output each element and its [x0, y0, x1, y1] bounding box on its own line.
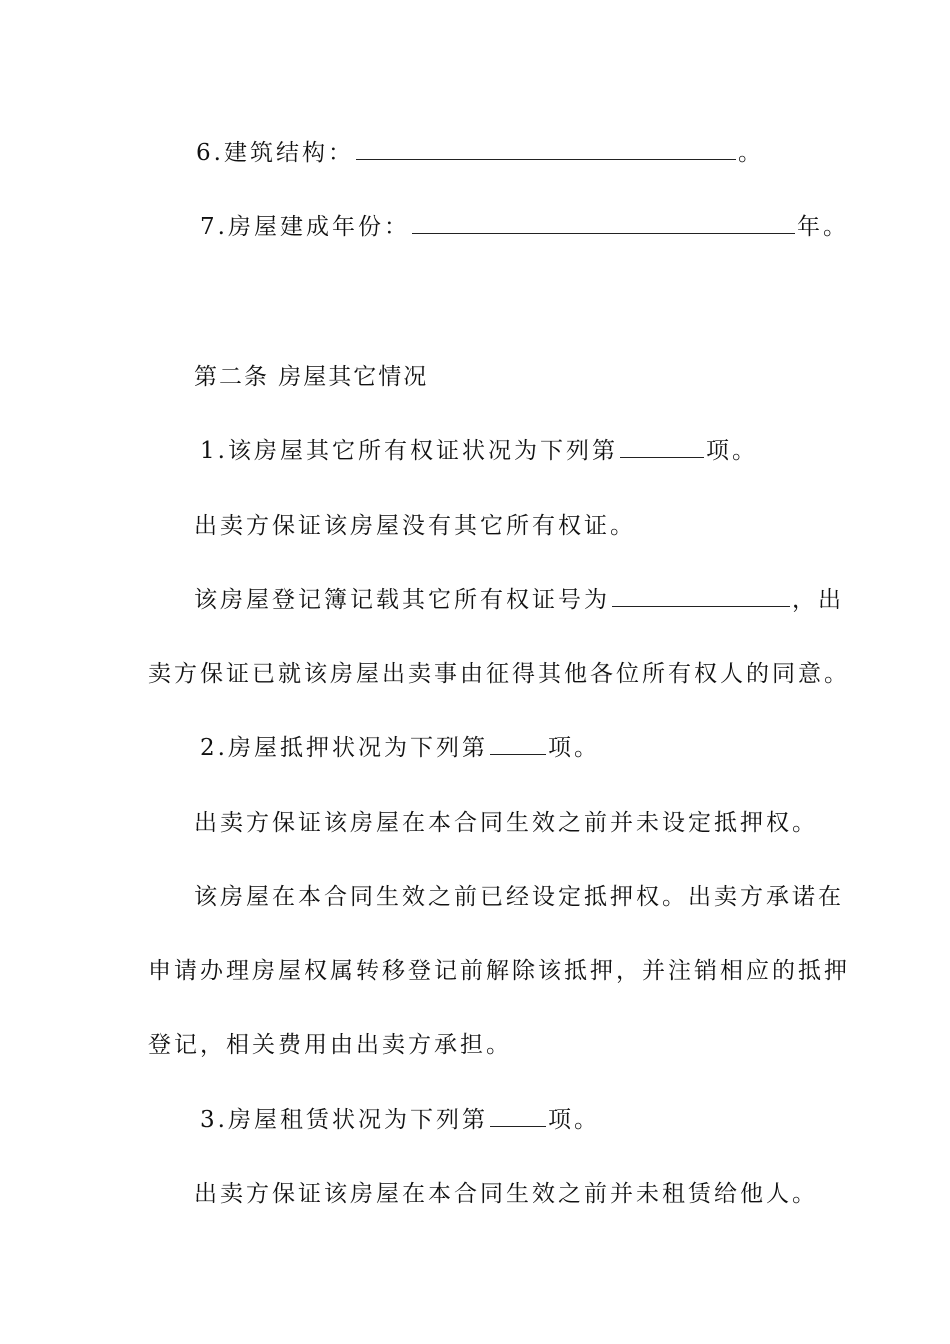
- other-certificate-text: 该房屋登记簿记载其它所有权证号为: [194, 587, 610, 613]
- article-2-heading: 第二条 房屋其它情况: [194, 364, 429, 390]
- item-6-building-structure: [196, 138, 764, 168]
- ownership-status-text: 1.该房屋其它所有权证状况为下列第: [200, 438, 618, 464]
- paragraph-mortgage-set-3: 登记，相关费用由出卖方承担。: [148, 1032, 512, 1058]
- item-6-end: 。: [737, 140, 764, 166]
- paragraph-other-owners-consent: 卖方保证已就该房屋出卖事由征得其他各位所有权人的同意。: [148, 661, 850, 687]
- lease-status-text: 3.房屋租赁状况为下列第: [200, 1107, 488, 1133]
- other-certificate-end: ，出: [792, 587, 844, 613]
- mortgage-status-end: 项。: [547, 735, 600, 761]
- ownership-status-end: 项。: [705, 438, 758, 464]
- mortgage-option-blank[interactable]: [490, 734, 546, 755]
- item-6-label: 6.建筑结构：: [196, 140, 354, 166]
- paragraph-other-certificate-number: [194, 585, 844, 615]
- paragraph-mortgage-set-2: 申请办理房屋权属转移登记前解除该抵押，并注销相应的抵押: [148, 958, 850, 984]
- paragraph-lease-status: [200, 1105, 600, 1135]
- building-structure-blank[interactable]: [356, 139, 736, 160]
- ownership-option-blank[interactable]: [620, 437, 704, 458]
- paragraph-no-lease: 出卖方保证该房屋在本合同生效之前并未租赁给他人。: [194, 1181, 818, 1207]
- certificate-number-blank[interactable]: [612, 586, 790, 607]
- paragraph-mortgage-status: [200, 733, 600, 763]
- paragraph-no-mortgage: 出卖方保证该房屋在本合同生效之前并未设定抵押权。: [194, 810, 818, 836]
- paragraph-ownership-status: [200, 436, 758, 466]
- item-7-label: 7.房屋建成年份：: [200, 214, 410, 240]
- paragraph-mortgage-set-1: 该房屋在本合同生效之前已经设定抵押权。出卖方承诺在: [194, 884, 844, 910]
- mortgage-status-text: 2.房屋抵押状况为下列第: [200, 735, 488, 761]
- construction-year-blank[interactable]: [412, 213, 795, 234]
- item-7-construction-year: [200, 212, 849, 242]
- lease-status-end: 项。: [547, 1107, 600, 1133]
- item-7-end: 年。: [796, 214, 849, 240]
- paragraph-no-other-certificate: 出卖方保证该房屋没有其它所有权证。: [194, 513, 636, 539]
- lease-option-blank[interactable]: [490, 1106, 546, 1127]
